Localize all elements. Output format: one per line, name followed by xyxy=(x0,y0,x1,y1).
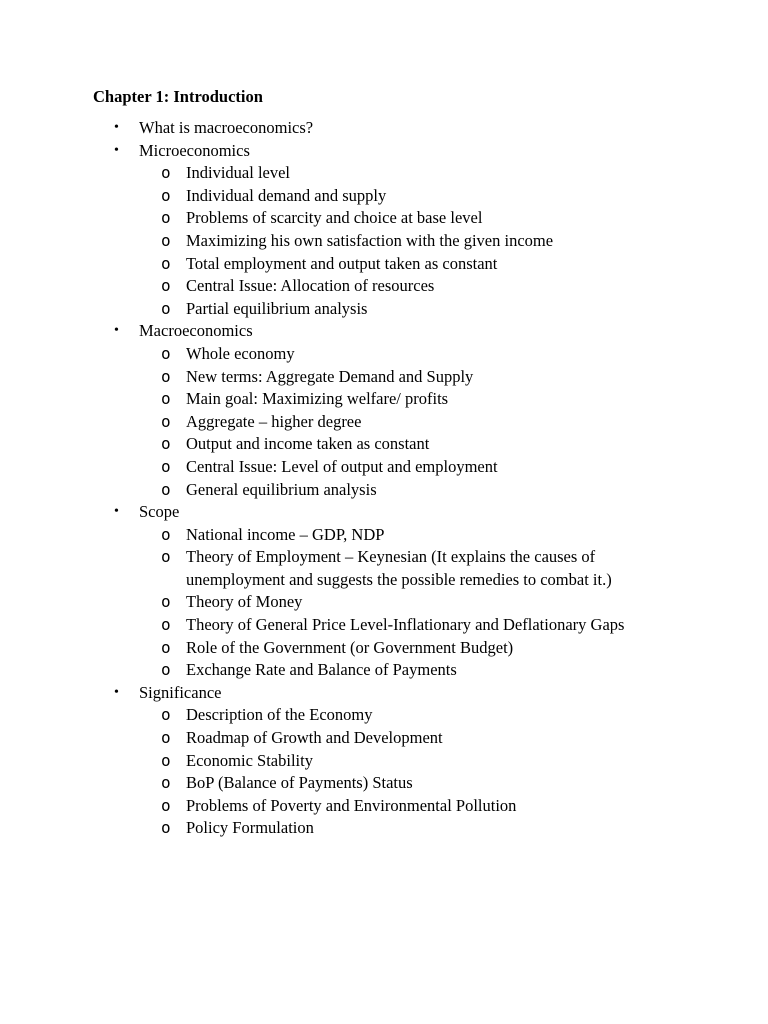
sub-item-text: Problems of Poverty and Environmental Pollution xyxy=(186,795,517,815)
bullet-icon: • xyxy=(114,684,119,700)
circle-bullet-icon: o xyxy=(161,637,171,657)
sub-item xyxy=(0,524,768,547)
sub-item xyxy=(0,230,768,253)
sub-item xyxy=(0,750,768,773)
circle-bullet-icon: o xyxy=(161,276,171,296)
sub-item-text: Central Issue: Level of output and employment xyxy=(186,456,498,476)
circle-bullet-icon: o xyxy=(161,547,171,567)
sub-list xyxy=(139,524,768,682)
sub-item xyxy=(0,433,768,456)
bullet-icon: • xyxy=(114,120,119,135)
section-label: Significance xyxy=(139,682,222,702)
sub-item xyxy=(0,253,768,276)
sub-item xyxy=(0,772,768,795)
sub-list xyxy=(139,704,768,840)
circle-bullet-icon: o xyxy=(161,524,171,544)
sub-item-text: Description of the Economy xyxy=(186,705,373,725)
sub-item xyxy=(0,207,768,230)
circle-bullet-icon: o xyxy=(161,615,171,635)
sub-item-text: Aggregate – higher degree xyxy=(186,411,362,431)
sub-item xyxy=(0,185,768,208)
section-item xyxy=(0,501,768,682)
sub-item xyxy=(0,817,768,840)
sub-item xyxy=(0,456,768,479)
sub-item-text: Theory of Employment – Keynesian (It explains the causes of unemployment and suggests the possible remedies to combat it.) xyxy=(186,547,612,589)
circle-bullet-icon: o xyxy=(161,411,171,431)
sub-item xyxy=(0,411,768,434)
sub-item-text: Main goal: Maximizing welfare/ profits xyxy=(186,389,449,409)
sub-item xyxy=(0,704,768,727)
sub-item xyxy=(0,343,768,366)
sub-item-text: Theory of Money xyxy=(186,592,303,612)
circle-bullet-icon: o xyxy=(161,208,171,228)
section-item xyxy=(0,140,768,321)
circle-bullet-icon: o xyxy=(161,366,171,386)
circle-bullet-icon: o xyxy=(161,434,171,454)
chapter-title: Chapter 1: Introduction xyxy=(93,87,263,106)
sub-item-text: Role of the Government (or Government Budget) xyxy=(186,637,514,657)
circle-bullet-icon: o xyxy=(161,728,171,748)
sub-item-text: BoP (Balance of Payments) Status xyxy=(186,773,413,793)
sub-item-text: Exchange Rate and Balance of Payments xyxy=(186,660,457,680)
sub-item xyxy=(0,275,768,298)
section-label: Microeconomics xyxy=(139,140,250,160)
sub-item xyxy=(0,479,768,502)
circle-bullet-icon: o xyxy=(161,163,171,183)
circle-bullet-icon: o xyxy=(161,795,171,815)
section-label: What is macroeconomics? xyxy=(139,118,314,137)
circle-bullet-icon: o xyxy=(161,705,171,725)
sub-item xyxy=(0,162,768,185)
sub-item xyxy=(0,591,768,614)
circle-bullet-icon: o xyxy=(161,479,171,499)
bullet-icon: • xyxy=(114,504,119,520)
sub-item-text: Maximizing his own satisfaction with the given income xyxy=(186,230,554,250)
section-item xyxy=(0,682,768,840)
sub-item-text: Central Issue: Allocation of resources xyxy=(186,276,435,296)
circle-bullet-icon: o xyxy=(161,389,171,409)
circle-bullet-icon: o xyxy=(161,456,171,476)
sub-item-text: General equilibrium analysis xyxy=(186,479,377,499)
section-item xyxy=(0,117,768,140)
bullet-icon: • xyxy=(114,142,119,158)
sub-item-text: Individual level xyxy=(186,163,291,183)
sub-item xyxy=(0,366,768,389)
topic-outline xyxy=(0,117,768,840)
circle-bullet-icon: o xyxy=(161,253,171,273)
sub-item xyxy=(0,298,768,321)
sub-list xyxy=(139,162,768,320)
circle-bullet-icon: o xyxy=(161,818,171,838)
sub-item-text: Individual demand and supply xyxy=(186,185,387,205)
sub-item-text: Economic Stability xyxy=(186,750,313,770)
circle-bullet-icon: o xyxy=(161,592,171,612)
bullet-icon: • xyxy=(114,323,119,339)
circle-bullet-icon: o xyxy=(161,773,171,793)
sub-item xyxy=(0,659,768,682)
sub-item-text: Theory of General Price Level-Inflationary and Deflationary Gaps xyxy=(186,615,625,635)
section-item xyxy=(0,320,768,501)
circle-bullet-icon: o xyxy=(161,660,171,680)
sub-list xyxy=(139,343,768,501)
circle-bullet-icon: o xyxy=(161,343,171,363)
section-label: Scope xyxy=(139,502,180,522)
sub-item xyxy=(0,614,768,637)
circle-bullet-icon: o xyxy=(161,750,171,770)
sub-item xyxy=(0,727,768,750)
sub-item-text: New terms: Aggregate Demand and Supply xyxy=(186,366,474,386)
circle-bullet-icon: o xyxy=(161,230,171,250)
sub-item xyxy=(0,637,768,660)
sub-item xyxy=(0,795,768,818)
sub-item-text: Roadmap of Growth and Development xyxy=(186,728,443,748)
sub-item-text: Policy Formulation xyxy=(186,818,314,838)
sub-item xyxy=(0,546,768,591)
sub-item-text: Output and income taken as constant xyxy=(186,434,430,454)
sub-item-text: Problems of scarcity and choice at base level xyxy=(186,208,483,228)
sub-item-text: Total employment and output taken as constant xyxy=(186,253,498,273)
sub-item-text: National income – GDP, NDP xyxy=(186,524,385,544)
sub-item-text: Partial equilibrium analysis xyxy=(186,298,368,318)
circle-bullet-icon: o xyxy=(161,185,171,205)
sub-item xyxy=(0,388,768,411)
section-label: Macroeconomics xyxy=(139,321,253,341)
circle-bullet-icon: o xyxy=(161,298,171,318)
sub-item-text: Whole economy xyxy=(186,343,295,363)
